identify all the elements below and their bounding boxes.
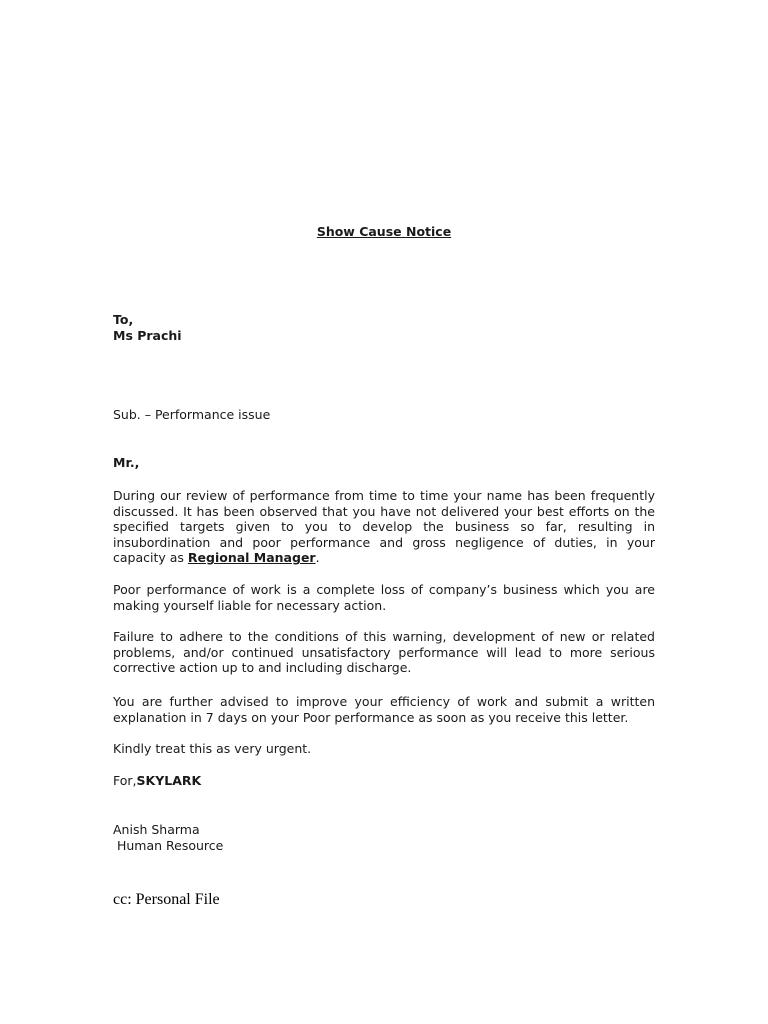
letter-title: Show Cause Notice (316, 224, 452, 239)
company-name: SKYLARK (136, 773, 202, 788)
for-label: For, (113, 773, 137, 788)
recipient-name: Ms Prachi (113, 328, 182, 343)
paragraph-advice: You are further advised to improve your efficiency of work and submit a written explanation in 7 days on your Poor performance as soon as you receive this letter. (113, 694, 655, 725)
paragraph-review-end: . (315, 550, 320, 566)
salutation: Mr., (113, 455, 140, 470)
signatory-name: Anish Sharma (113, 822, 200, 837)
subject-line: Sub. – Performance issue (113, 407, 271, 422)
paragraph-review (113, 488, 655, 566)
paragraph-poor-performance: Poor performance of work is a complete loss of company’s business which you are making yourself liable for necessary action. (113, 582, 655, 613)
to-label: To, (113, 312, 134, 327)
signatory-department: Human Resource (113, 838, 224, 853)
urgent-note: Kindly treat this as very urgent. (113, 741, 312, 756)
paragraph-review-text: During our review of performance from time to time your name has been frequently discussed. It has been observed that you have not delivered your best efforts on the specified targets given to you to develop the business so far, resulting in insubordination and poor performance and gross negligence of duties, in your capacity as (113, 488, 655, 566)
for-company (113, 773, 201, 788)
paragraph-warning: Failure to adhere to the conditions of this warning, development of new or related problems, and/or continued unsatisfactory performance will lead to more serious corrective action up to and including discharge. (113, 629, 655, 676)
role-title: Regional Manager (187, 550, 316, 566)
cc-line: cc: Personal File (113, 891, 220, 908)
